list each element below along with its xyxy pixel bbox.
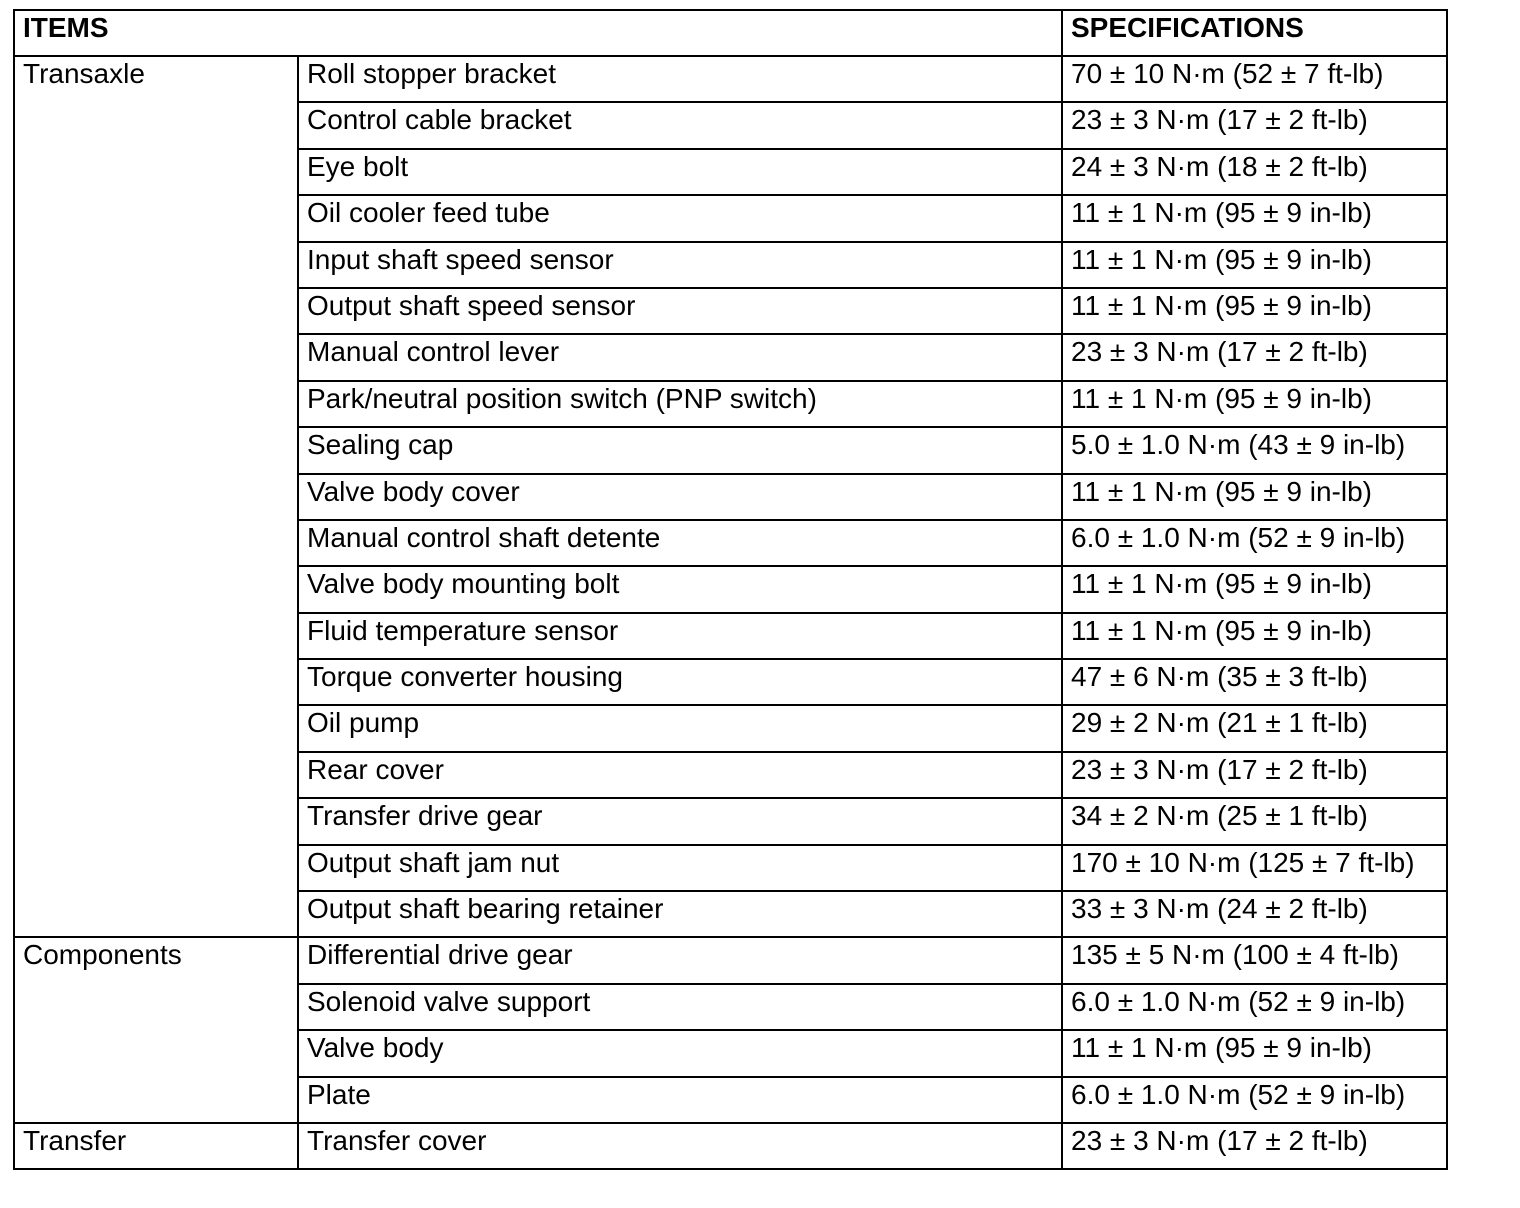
item-specification: 24 ± 3 N·m (18 ± 2 ft-lb) [1062, 149, 1447, 195]
item-name: Plate [298, 1077, 1062, 1123]
item-name: Transfer cover [298, 1123, 1062, 1169]
item-name: Input shaft speed sensor [298, 242, 1062, 288]
torque-spec-table [13, 9, 1448, 1170]
item-specification: 33 ± 3 N·m (24 ± 2 ft-lb) [1062, 891, 1447, 937]
item-specification: 34 ± 2 N·m (25 ± 1 ft-lb) [1062, 798, 1447, 844]
group-label: Components [14, 937, 298, 1123]
table-row [14, 1123, 1447, 1169]
item-name: Fluid temperature sensor [298, 613, 1062, 659]
group-label: Transaxle [14, 56, 298, 937]
item-specification: 5.0 ± 1.0 N·m (43 ± 9 in-lb) [1062, 427, 1447, 473]
item-specification: 23 ± 3 N·m (17 ± 2 ft-lb) [1062, 334, 1447, 380]
item-name: Transfer drive gear [298, 798, 1062, 844]
item-name: Roll stopper bracket [298, 56, 1062, 102]
item-specification: 6.0 ± 1.0 N·m (52 ± 9 in-lb) [1062, 984, 1447, 1030]
group-label: Transfer [14, 1123, 298, 1169]
item-specification: 23 ± 3 N·m (17 ± 2 ft-lb) [1062, 752, 1447, 798]
item-name: Oil cooler feed tube [298, 195, 1062, 241]
item-specification: 170 ± 10 N·m (125 ± 7 ft-lb) [1062, 845, 1447, 891]
item-specification: 135 ± 5 N·m (100 ± 4 ft-lb) [1062, 937, 1447, 983]
table-row [14, 937, 1447, 983]
item-specification: 11 ± 1 N·m (95 ± 9 in-lb) [1062, 1030, 1447, 1076]
item-name: Output shaft jam nut [298, 845, 1062, 891]
item-name: Output shaft bearing retainer [298, 891, 1062, 937]
header-specifications: SPECIFICATIONS [1062, 10, 1447, 56]
item-specification: 11 ± 1 N·m (95 ± 9 in-lb) [1062, 613, 1447, 659]
item-name: Oil pump [298, 705, 1062, 751]
item-specification: 11 ± 1 N·m (95 ± 9 in-lb) [1062, 474, 1447, 520]
item-name: Eye bolt [298, 149, 1062, 195]
item-name: Solenoid valve support [298, 984, 1062, 1030]
item-name: Manual control shaft detente [298, 520, 1062, 566]
table-body [14, 56, 1447, 1169]
item-name: Park/neutral position switch (PNP switch) [298, 381, 1062, 427]
table-row [14, 56, 1447, 102]
item-name: Valve body [298, 1030, 1062, 1076]
item-name: Rear cover [298, 752, 1062, 798]
item-specification: 11 ± 1 N·m (95 ± 9 in-lb) [1062, 288, 1447, 334]
item-name: Control cable bracket [298, 102, 1062, 148]
item-specification: 29 ± 2 N·m (21 ± 1 ft-lb) [1062, 705, 1447, 751]
item-specification: 11 ± 1 N·m (95 ± 9 in-lb) [1062, 381, 1447, 427]
item-specification: 11 ± 1 N·m (95 ± 9 in-lb) [1062, 195, 1447, 241]
item-name: Valve body mounting bolt [298, 566, 1062, 612]
item-specification: 6.0 ± 1.0 N·m (52 ± 9 in-lb) [1062, 520, 1447, 566]
item-specification: 47 ± 6 N·m (35 ± 3 ft-lb) [1062, 659, 1447, 705]
item-specification: 11 ± 1 N·m (95 ± 9 in-lb) [1062, 566, 1447, 612]
item-specification: 70 ± 10 N·m (52 ± 7 ft-lb) [1062, 56, 1447, 102]
header-items: ITEMS [14, 10, 1062, 56]
item-name: Manual control lever [298, 334, 1062, 380]
item-specification: 6.0 ± 1.0 N·m (52 ± 9 in-lb) [1062, 1077, 1447, 1123]
item-name: Valve body cover [298, 474, 1062, 520]
item-name: Output shaft speed sensor [298, 288, 1062, 334]
item-specification: 23 ± 3 N·m (17 ± 2 ft-lb) [1062, 1123, 1447, 1169]
item-name: Differential drive gear [298, 937, 1062, 983]
item-name: Torque converter housing [298, 659, 1062, 705]
item-specification: 23 ± 3 N·m (17 ± 2 ft-lb) [1062, 102, 1447, 148]
item-specification: 11 ± 1 N·m (95 ± 9 in-lb) [1062, 242, 1447, 288]
item-name: Sealing cap [298, 427, 1062, 473]
header-row [14, 10, 1447, 56]
